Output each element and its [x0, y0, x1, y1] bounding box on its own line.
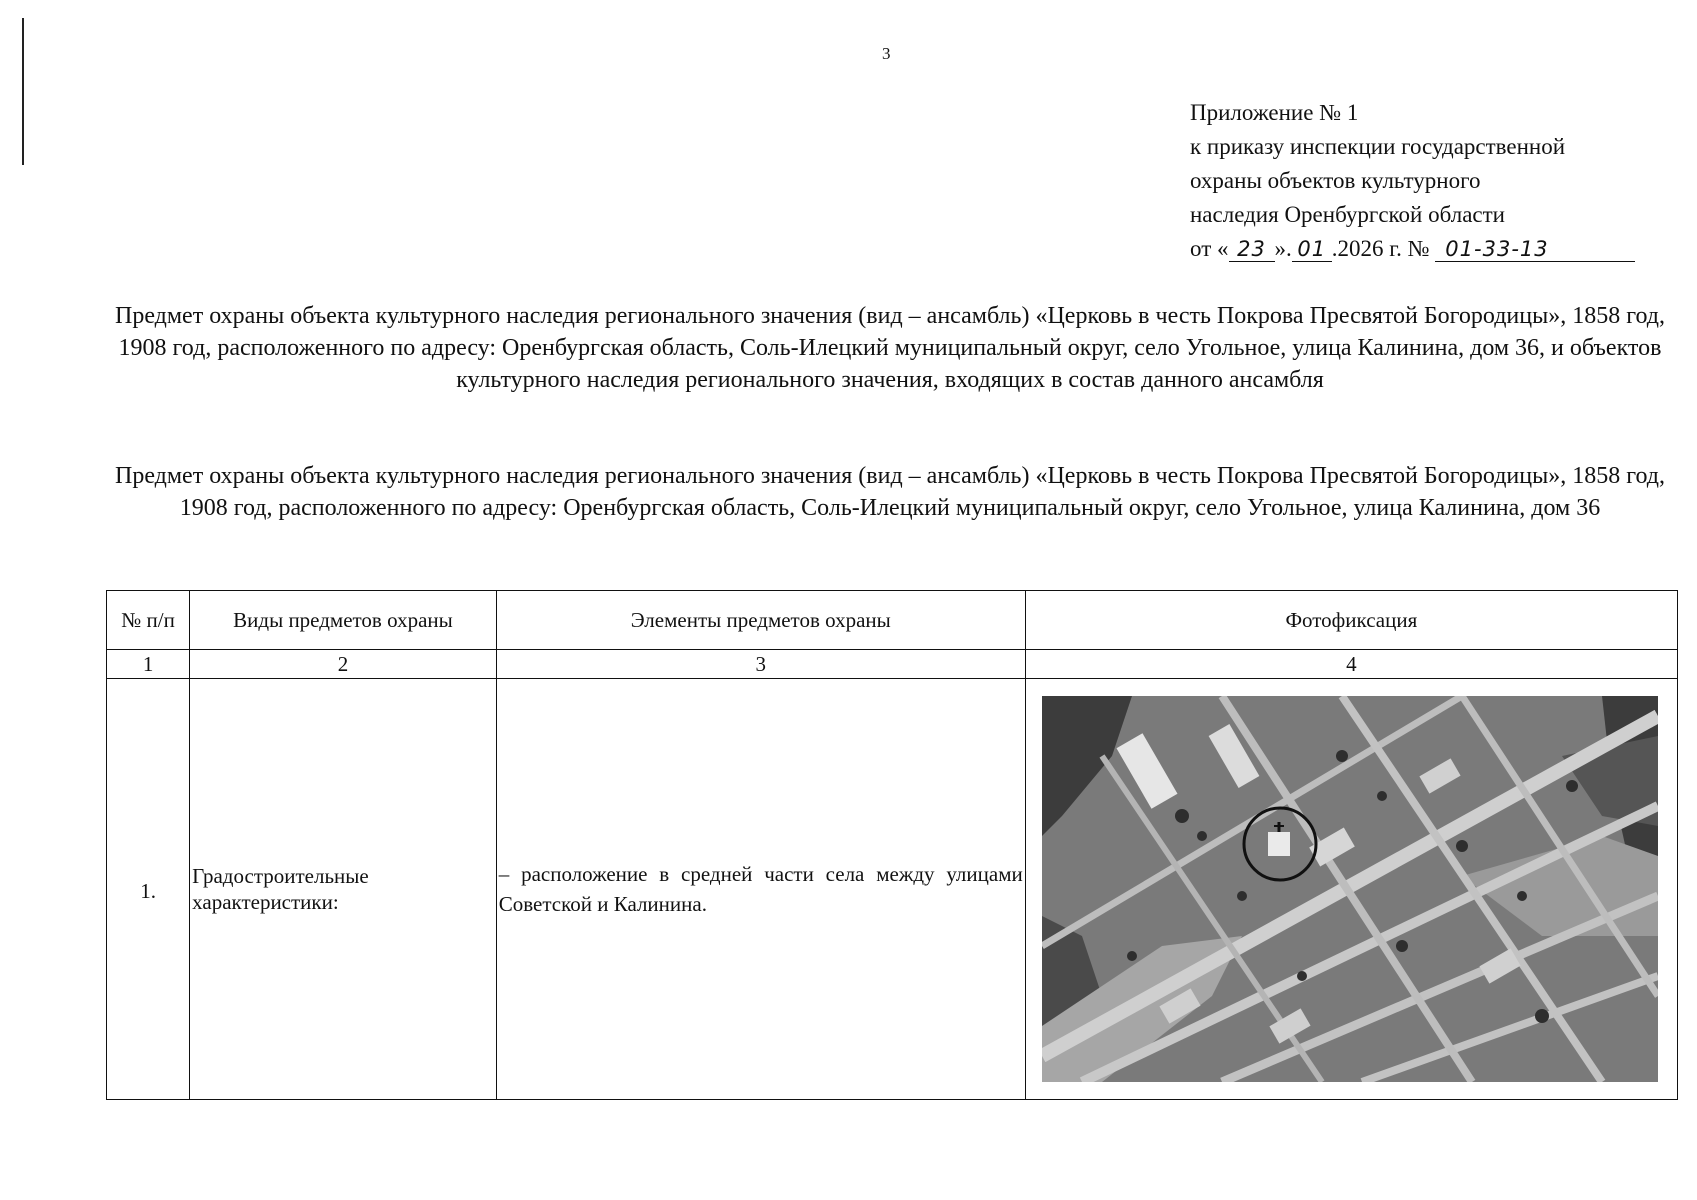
column-number-3: 3 [496, 650, 1025, 679]
row-number: 1. [107, 679, 190, 1100]
appendix-date-line [1190, 232, 1670, 266]
column-number-4: 4 [1025, 650, 1677, 679]
header-types: Виды предметов охраны [190, 591, 497, 650]
appendix-line-2: к приказу инспекции государственной [1190, 134, 1566, 159]
column-number-1: 1 [107, 650, 190, 679]
handwritten-day: 23 [1229, 237, 1275, 262]
row-type: Градостроительные характеристики: [190, 679, 497, 1100]
date-prefix: от « [1190, 236, 1229, 261]
appendix-line-3: охраны объектов культурного [1190, 168, 1481, 193]
row-photo-cell [1025, 679, 1677, 1100]
appendix-title: Приложение № 1 [1190, 100, 1359, 125]
page-number: 3 [882, 44, 891, 63]
handwritten-month: 01 [1292, 237, 1332, 262]
protection-table [106, 590, 1678, 1100]
heading-ensemble: Предмет охраны объекта культурного наследия регионального значения (вид – ансамбль) «Церковь в честь Покрова Пресвятой Богородицы», 1858 год, 1908 год, расположенного по адресу: Оренбургская область, Соль-Илецкий муниципальный округ, село Угольное, улица Калинина, дом 36 [114, 463, 1665, 521]
appendix-line-4: наследия Оренбургской области [1190, 202, 1505, 227]
appendix-block [1190, 96, 1670, 266]
aerial-photo [1042, 696, 1658, 1082]
year-part: .2026 г. № [1331, 236, 1430, 261]
column-number-2: 2 [190, 650, 497, 679]
handwritten-order-number: 01-33-13 [1435, 237, 1635, 262]
header-photo: Фотофиксация [1025, 591, 1677, 650]
scan-edge-mark [22, 18, 24, 165]
header-elements: Элементы предметов охраны [496, 591, 1025, 650]
column-number-row [107, 650, 1678, 679]
heading-ensemble-and-objects: Предмет охраны объекта культурного наследия регионального значения (вид – ансамбль) «Церковь в честь Покрова Пресвятой Богородицы», 1858 год, 1908 год, расположенного по адресу: Оренбургская область, Соль-Илецкий муниципальный округ, село Угольное, улица Калинина, дом 36, и объектов культурного наследия регионального значения, входящих в состав данного ансамбля [114, 303, 1665, 393]
table-header-row [107, 591, 1678, 650]
row-elements: – расположение в средней части села между улицами Советской и Калинина. [496, 679, 1025, 1100]
header-no: № п/п [107, 591, 190, 650]
table-row [107, 679, 1678, 1100]
date-mid: ». [1274, 236, 1292, 261]
